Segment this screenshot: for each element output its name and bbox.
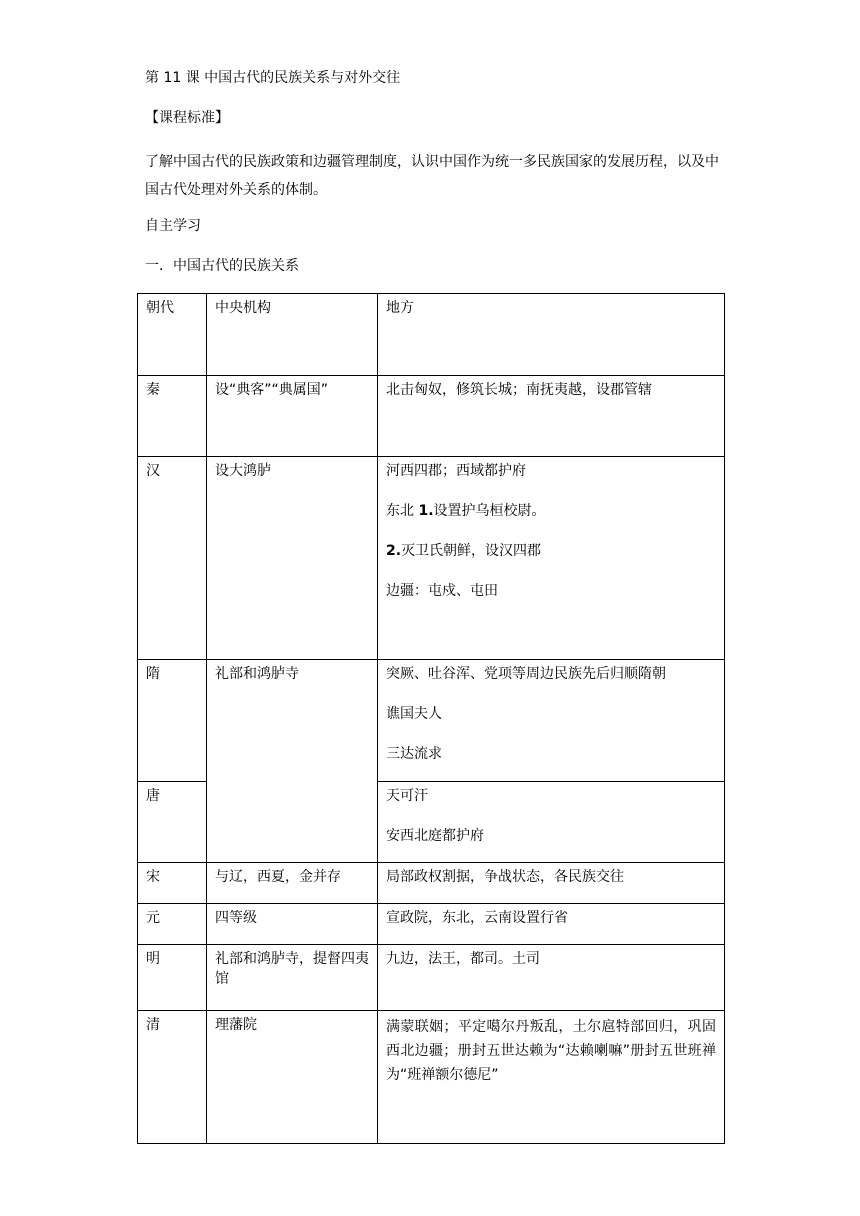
central-cell: 设“典客”“典属国” [207,376,378,457]
local-cell: 北击匈奴，修筑长城；南抚夷越，设郡管辖 [378,376,725,457]
dynasty-cell: 宋 [138,863,207,904]
table-row [138,660,725,782]
section-heading: 一．中国古代的民族关系 [145,258,299,274]
local-line: 三达流求 [386,746,442,762]
local-line: 安西北庭都护府 [386,828,484,844]
central-cell: 礼部和鸿胪寺，提督四夷馆 [207,945,378,1011]
item-number: 1. [418,503,434,519]
lesson-title: 第 11 课 中国古代的民族关系与对外交往 [145,70,401,86]
central-cell: 理藩院 [207,1011,378,1144]
table-row [138,863,725,904]
central-cell: 四等级 [207,904,378,945]
local-cell: 局部政权割据，争战状态，各民族交往 [378,863,725,904]
local-cell [378,457,725,660]
local-cell: 九边，法王，都司。土司 [378,945,725,1011]
table-row [138,945,725,1011]
item-number: 2. [386,543,402,559]
local-line [386,541,716,561]
ethnic-relations-table [137,293,725,1144]
dynasty-cell: 明 [138,945,207,1011]
dynasty-cell: 清 [138,1011,207,1144]
local-text: 设置护乌桓校尉。 [433,503,546,519]
table-header-row [138,294,725,376]
dynasty-cell: 唐 [138,782,207,863]
local-line: 天可汗 [386,788,428,804]
local-cell: 宣政院，东北，云南设置行省 [378,904,725,945]
standard-heading: 【课程标准】 [145,110,229,126]
dynasty-cell: 秦 [138,376,207,457]
central-cell: 礼部和鸿胪寺 [207,660,378,863]
local-text: 灭卫氏朝鲜，设汉四郡 [401,543,542,559]
local-line: 谯国夫人 [386,706,442,722]
dynasty-cell: 汉 [138,457,207,660]
central-cell: 设大鸿胪 [207,457,378,660]
table-row [138,904,725,945]
local-cell [378,660,725,782]
dynasty-cell: 元 [138,904,207,945]
local-line: 边疆：屯戍、屯田 [386,583,498,599]
local-line: 突厥、吐谷浑、党项等周边民族先后归顺隋朝 [386,666,666,682]
local-line [386,501,716,521]
dynasty-cell: 隋 [138,660,207,782]
central-cell: 与辽，西夏，金并存 [207,863,378,904]
table-row [138,376,725,457]
table-row [138,457,725,660]
local-cell: 满蒙联姻；平定噶尔丹叛乱，土尔扈特部回归，巩固西北边疆；册封五世达赖为“达赖喇嘛”册封五世班禅为“班禅额尔德尼” [378,1011,725,1144]
local-prefix: 东北 [386,503,419,519]
self-study-heading: 自主学习 [145,218,201,234]
local-cell [378,782,725,863]
header-local: 地方 [378,294,725,376]
header-central: 中央机构 [207,294,378,376]
table-row [138,1011,725,1144]
standard-text: 了解中国古代的民族政策和边疆管理制度，认识中国作为统一多民族国家的发展历程，以及中国古代处理对外关系的体制。 [145,154,719,198]
header-dynasty: 朝代 [138,294,207,376]
local-line: 河西四郡；西域都护府 [386,463,526,479]
